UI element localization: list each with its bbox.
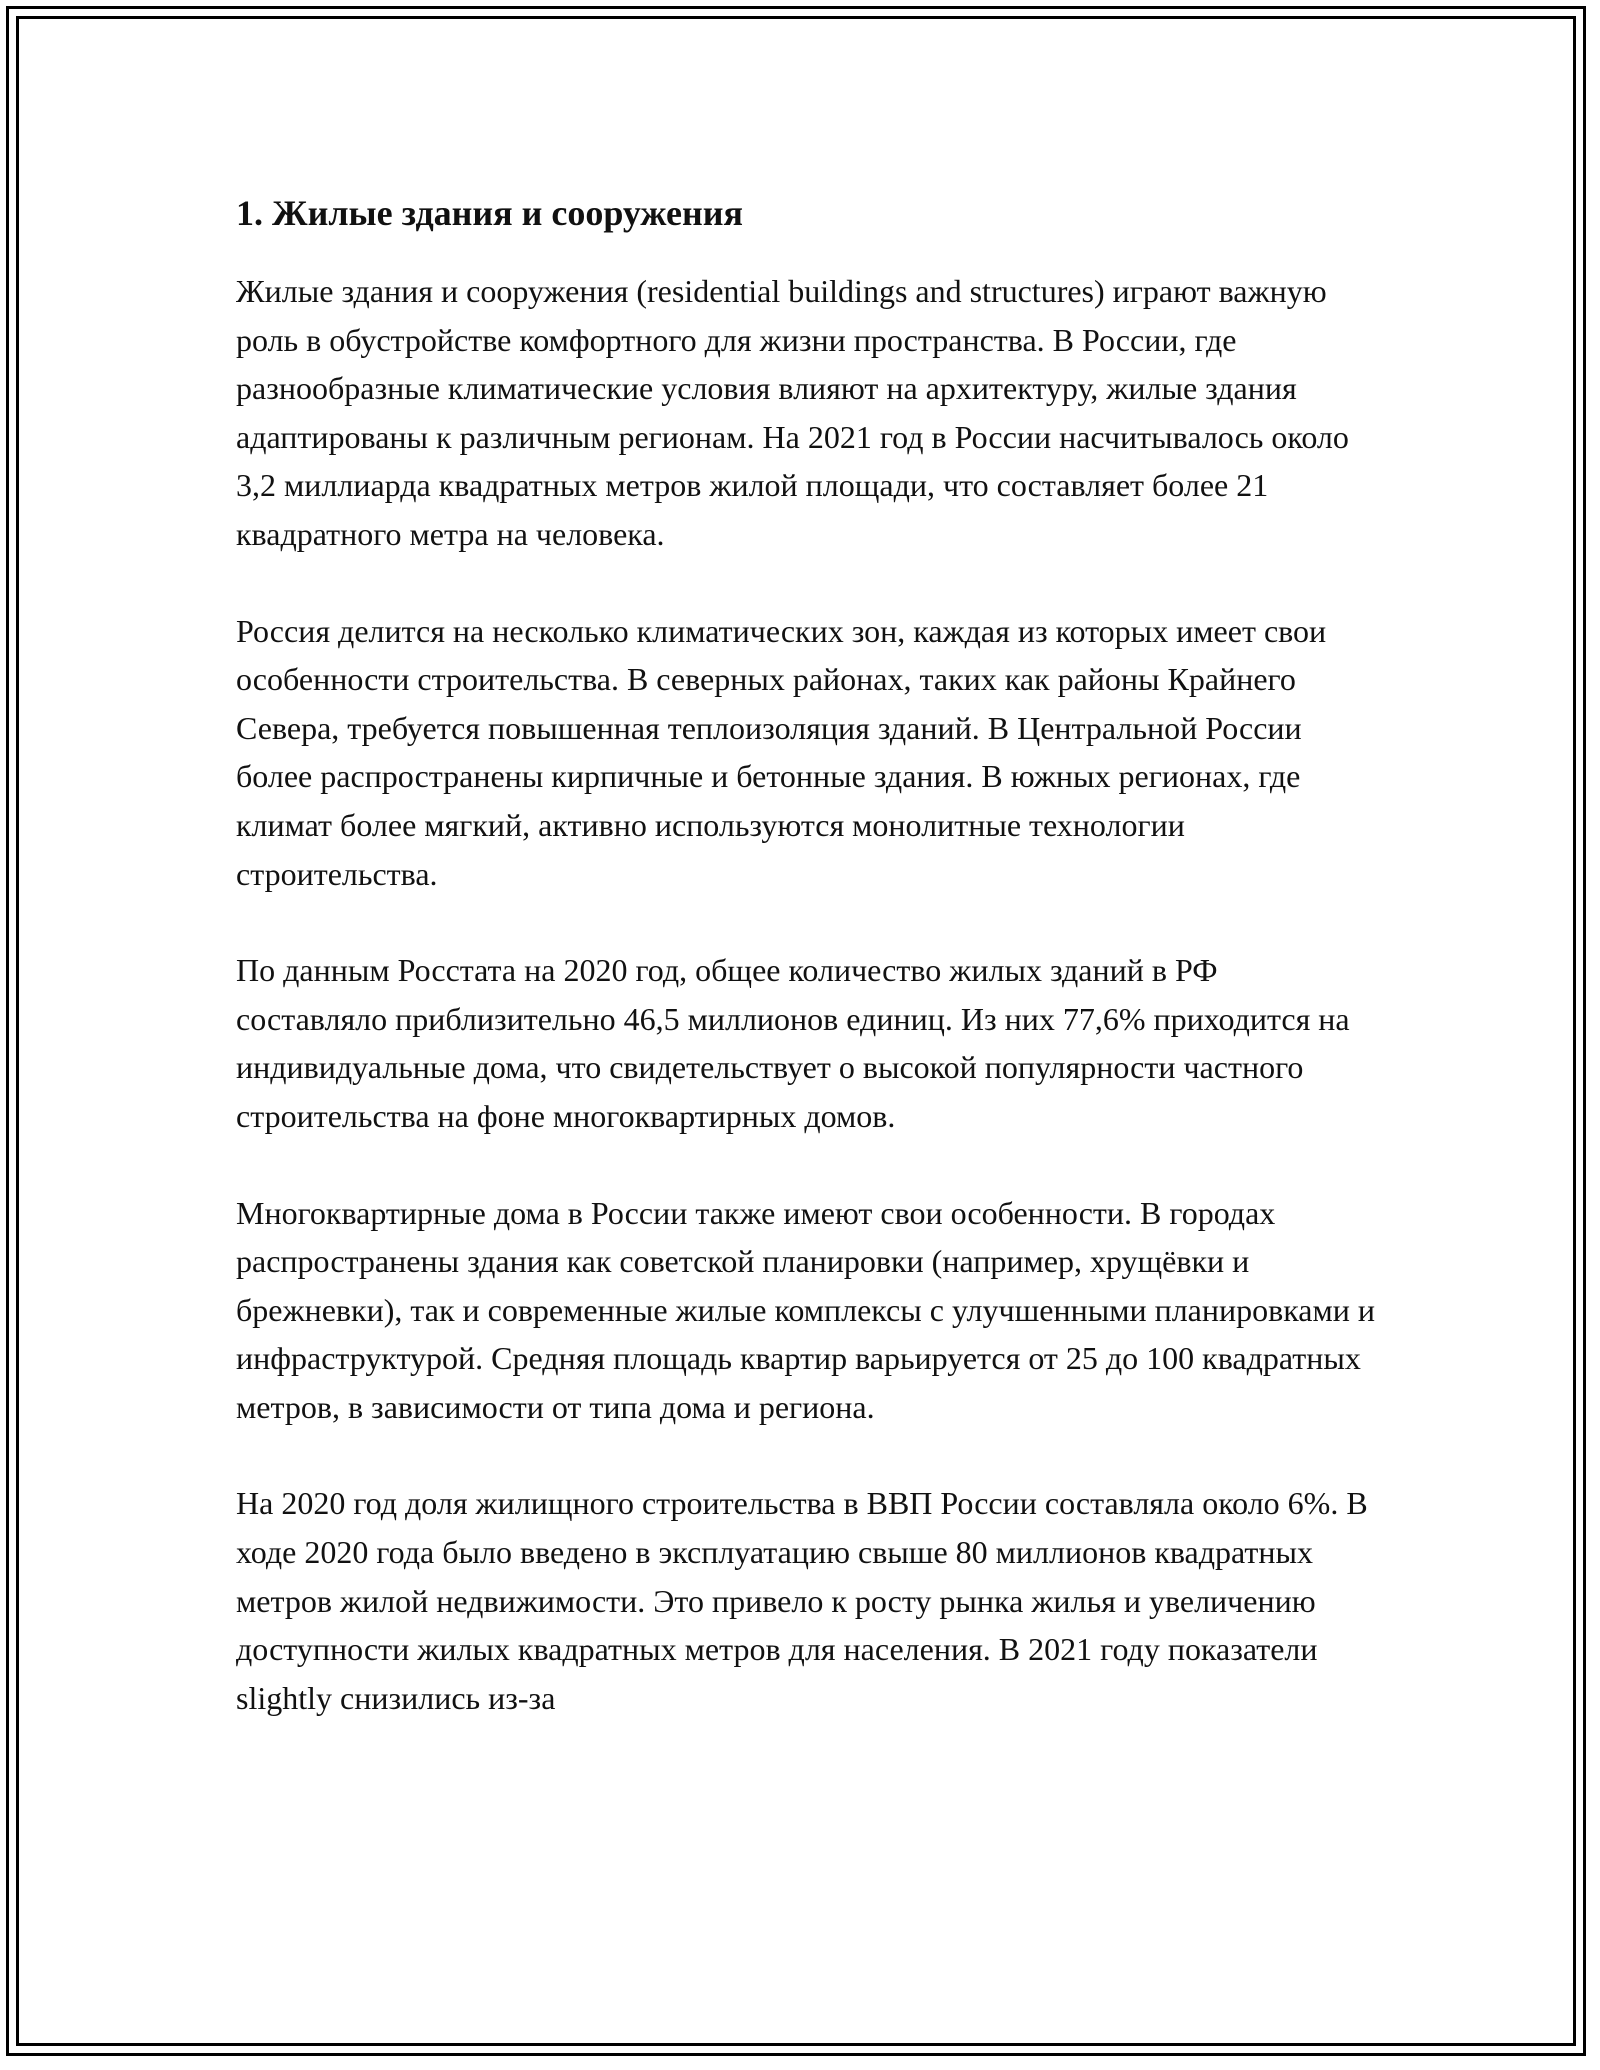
paragraph-3: По данным Росстата на 2020 год, общее количество жилых зданий в РФ составляло приблизительно 46,5 миллионов единиц. Из них 77,6% приходится на индивидуальные дома, что свидетельствует о высокой популярности частного строительства на фоне многоквартирных домов. bbox=[236, 952, 1350, 1134]
paragraph-4: Многоквартирные дома в России также имеют свои особенности. В городах распространены здания как советской планировки (например, хрущёвки и брежневки), так и современные жилые комплексы с улучшенными планировками и инфраструктурой. Средняя площадь квартир варьируется от 25 до 100 квадратных метров, в зависимости от типа дома и региона. bbox=[236, 1194, 1375, 1425]
paragraph-1: Жилые здания и сооружения (residential buildings and structures) играют важную роль в обустройстве комфортного для жизни пространства. В России, где разнообразные климатические условия влияют на архитектуру, жилые здания адаптированы к различным регионам. На 2021 год в России насчитывалось около 3,2 миллиарда квадратных метров жилой площади, что составляет более 21 квадратного метра на человека. bbox=[236, 273, 1349, 552]
document-page bbox=[236, 185, 1376, 1722]
paragraph-2: Россия делится на несколько климатических зон, каждая из которых имеет свои особенности строительства. В северных районах, таких как районы Крайнего Севера, требуется повышенная теплоизоляция зданий. В Центральной России более распространены кирпичные и бетонные здания. В южных регионах, где климат более мягкий, активно используются монолитные технологии строительства. bbox=[236, 612, 1327, 892]
section-heading: 1. Жилые здания и сооружения bbox=[236, 193, 743, 233]
paragraph-5: На 2020 год доля жилищного строительства в ВВП России составляла около 6%. В ходе 2020 года было введено в эксплуатацию свыше 80 миллионов квадратных метров жилой недвижимости. Это привело к росту рынка жилья и увеличению доступности жилых квадратных метров для населения. В 2021 году показатели slightly снизились из-за bbox=[236, 1485, 1368, 1716]
